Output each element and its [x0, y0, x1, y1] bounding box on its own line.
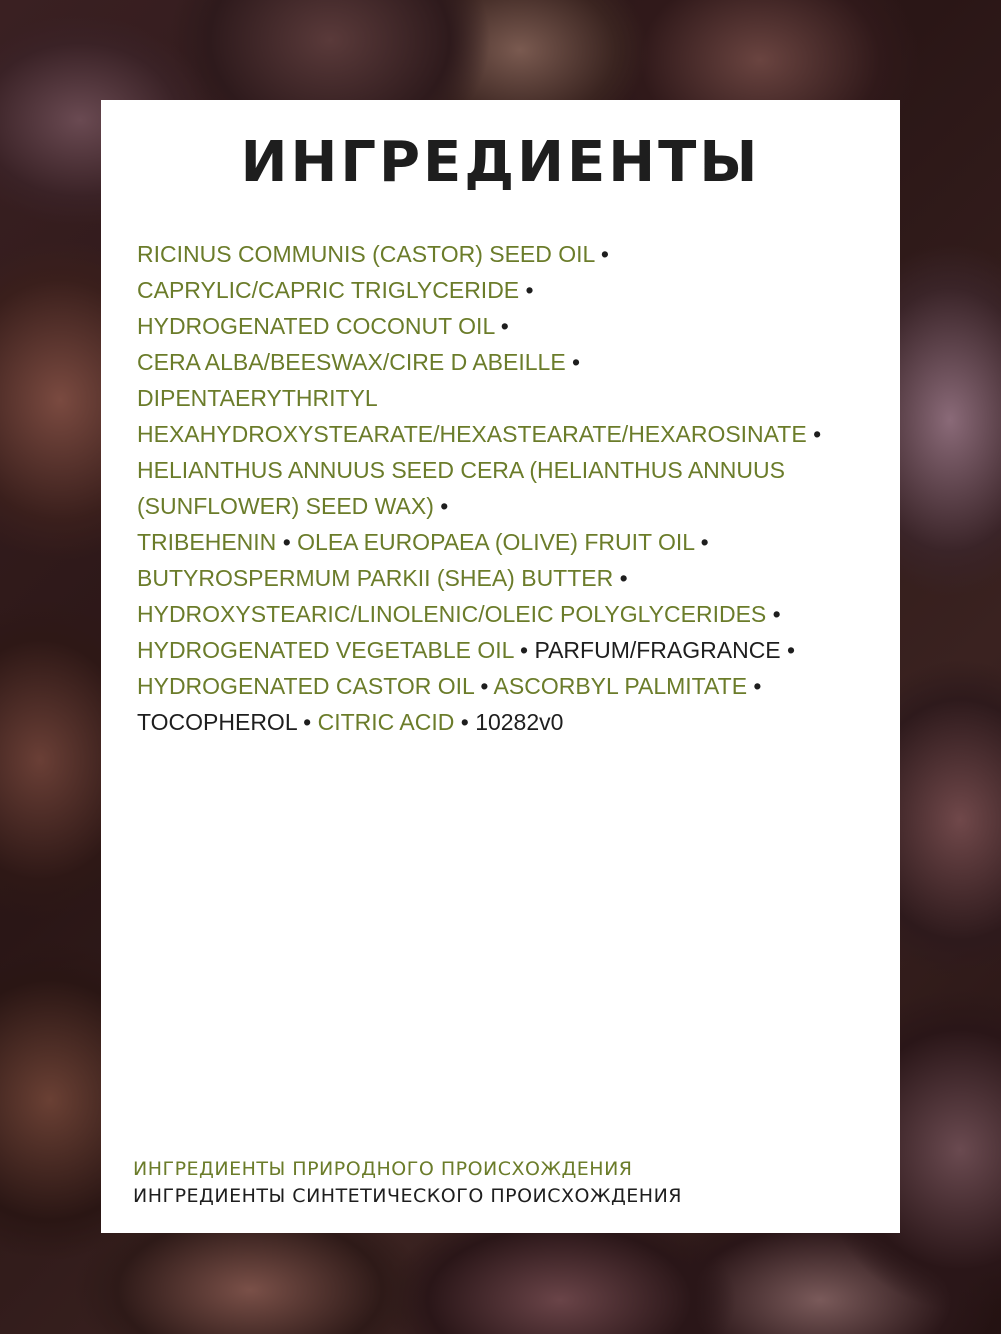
ingredient-line	[137, 452, 877, 488]
separator-dot: •	[500, 313, 509, 339]
separator-dot: •	[572, 349, 581, 375]
separator-dot: •	[520, 637, 529, 663]
separator-dot: •	[600, 241, 609, 267]
ingredient-synthetic: TOCOPHEROL	[137, 709, 297, 735]
ingredient-natural: HYDROGENATED VEGETABLE OIL	[137, 637, 514, 663]
ingredients-card	[101, 100, 900, 1233]
ingredient-line	[137, 668, 877, 704]
separator-dot: •	[787, 637, 796, 663]
ingredient-natural: RICINUS COMMUNIS (CASTOR) SEED OIL	[137, 241, 595, 267]
page-title: ИНГРЕДИЕНТЫ	[240, 130, 761, 195]
ingredient-line	[137, 560, 877, 596]
ingredient-natural: BUTYROSPERMUM PARKII (SHEA) BUTTER	[137, 565, 614, 591]
separator-dot: •	[700, 529, 709, 555]
ingredient-synthetic: PARFUM/FRAGRANCE	[534, 637, 781, 663]
ingredient-natural: HELIANTHUS ANNUUS SEED CERA (HELIANTHUS ANNUUS	[137, 457, 785, 483]
ingredient-line	[137, 632, 877, 668]
separator-dot: •	[813, 421, 822, 447]
ingredient-line	[137, 704, 877, 740]
legend-synthetic: ИНГРЕДИЕНТЫ СИНТЕТИЧЕСКОГО ПРОИСХОЖДЕНИЯ	[133, 1185, 682, 1207]
ingredient-natural: HEXAHYDROXYSTEARATE/HEXASTEARATE/HEXAROSINATE	[137, 421, 807, 447]
ingredient-line	[137, 416, 877, 452]
ingredient-line	[137, 308, 877, 344]
ingredients-list	[137, 236, 877, 740]
ingredient-natural: HYDROXYSTEARIC/LINOLENIC/OLEIC POLYGLYCERIDES	[137, 601, 767, 627]
separator-dot: •	[480, 673, 489, 699]
ingredient-line	[137, 524, 877, 560]
ingredient-natural: CITRIC ACID	[317, 709, 455, 735]
ingredient-line	[137, 236, 877, 272]
separator-dot: •	[772, 601, 781, 627]
ingredient-natural: HYDROGENATED COCONUT OIL	[137, 313, 495, 339]
ingredient-natural: DIPENTAERYTHRITYL	[137, 385, 378, 411]
ingredient-natural: CERA ALBA/BEESWAX/CIRE D ABEILLE	[137, 349, 566, 375]
separator-dot: •	[440, 493, 449, 519]
color-legend	[133, 1156, 682, 1210]
ingredient-natural: (SUNFLOWER) SEED WAX)	[137, 493, 434, 519]
ingredient-natural: CAPRYLIC/CAPRIC TRIGLYCERIDE	[137, 277, 520, 303]
ingredient-line	[137, 596, 877, 632]
legend-natural: ИНГРЕДИЕНТЫ ПРИРОДНОГО ПРОИСХОЖДЕНИЯ	[133, 1158, 633, 1180]
separator-dot: •	[525, 277, 534, 303]
ingredient-line	[137, 488, 877, 524]
ingredient-line	[137, 344, 877, 380]
ingredient-line	[137, 380, 877, 416]
product-code: 10282v0	[475, 709, 564, 735]
ingredient-natural: HYDROGENATED CASTOR OIL	[137, 673, 474, 699]
ingredient-natural: ASCORBYL PALMITATE	[493, 673, 748, 699]
ingredient-natural: TRIBEHENIN	[137, 529, 277, 555]
separator-dot: •	[619, 565, 628, 591]
separator-dot: •	[282, 529, 291, 555]
separator-dot: •	[303, 709, 312, 735]
ingredient-line	[137, 272, 877, 308]
ingredient-natural: OLEA EUROPAEA (OLIVE) FRUIT OIL	[297, 529, 695, 555]
separator-dot: •	[460, 709, 469, 735]
separator-dot: •	[753, 673, 762, 699]
